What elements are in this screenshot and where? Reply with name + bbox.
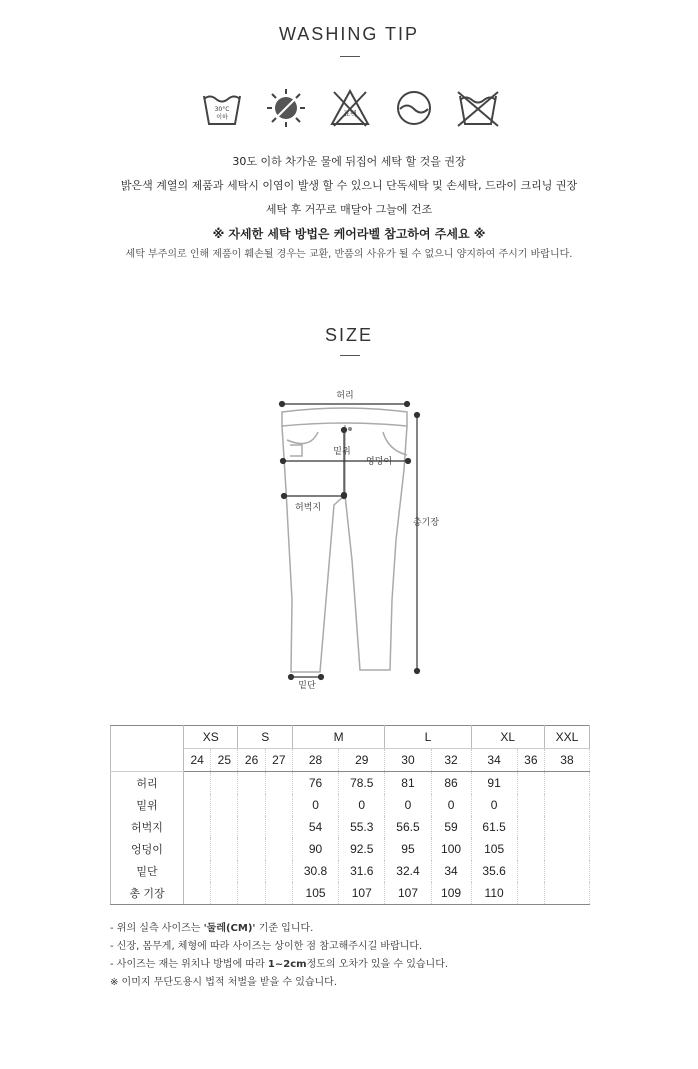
- bleach-label: 표백: [343, 110, 357, 118]
- table-cell: 56.5: [385, 816, 431, 838]
- size-group: S: [238, 726, 292, 749]
- thigh-label: 허벅지: [294, 503, 322, 513]
- table-corner: [111, 726, 184, 772]
- table-cell: 95: [385, 838, 431, 860]
- table-cell: [238, 816, 265, 838]
- note-1-b: '둘레(CM)': [203, 923, 256, 934]
- table-cell: 55.3: [339, 816, 385, 838]
- table-cell: [517, 838, 544, 860]
- table-cell: [265, 860, 292, 882]
- table-cell: [517, 860, 544, 882]
- note-3-c: 정도의 오차가 있을 수 있습니다.: [306, 959, 449, 970]
- table-cell: 109: [431, 882, 471, 905]
- table-cell: [544, 860, 589, 882]
- table-cell: [265, 838, 292, 860]
- table-cell: [184, 882, 211, 905]
- table-cell: [517, 772, 544, 795]
- size-number: 36: [517, 749, 544, 772]
- wash-temp-label: 30°C: [214, 106, 230, 113]
- washing-icons: [200, 86, 500, 130]
- table-cell: [211, 860, 238, 882]
- size-number: 29: [339, 749, 385, 772]
- table-cell: [184, 838, 211, 860]
- table-cell: 105: [471, 838, 517, 860]
- table-cell: 90: [292, 838, 338, 860]
- table-cell: [184, 794, 211, 816]
- size-group: XXL: [544, 726, 589, 749]
- table-cell: [265, 816, 292, 838]
- table-cell: [211, 882, 238, 905]
- table-cell: 100: [431, 838, 471, 860]
- note-1-c: 기준 입니다.: [255, 923, 314, 934]
- table-cell: 0: [292, 794, 338, 816]
- table-cell: [517, 882, 544, 905]
- table-cell: [265, 882, 292, 905]
- size-notes: [110, 920, 448, 992]
- size-divider: [340, 355, 360, 356]
- no-bleach-icon: [264, 86, 308, 130]
- note-1: [110, 920, 448, 938]
- washing-divider: [340, 56, 360, 57]
- table-row: [111, 882, 590, 905]
- wash-temp-sub-label: 이하: [216, 114, 228, 121]
- table-cell: 34: [431, 860, 471, 882]
- size-number: 26: [238, 749, 265, 772]
- table-cell: 30.8: [292, 860, 338, 882]
- table-row: [111, 794, 590, 816]
- size-group: XL: [471, 726, 544, 749]
- size-number: 32: [431, 749, 471, 772]
- table-cell: [544, 772, 589, 795]
- size-number: 34: [471, 749, 517, 772]
- size-group: L: [385, 726, 471, 749]
- note-2: - 신장, 몸무게, 체형에 따라 사이즈는 상이한 점 참고해주시길 바랍니다.: [110, 941, 423, 952]
- table-cell: [238, 838, 265, 860]
- table-row: [111, 838, 590, 860]
- table-cell: [544, 882, 589, 905]
- table-cell: [238, 794, 265, 816]
- hem-label: 밑단: [298, 681, 316, 691]
- row-label: 밑단: [111, 860, 184, 882]
- table-cell: [544, 838, 589, 860]
- pants-diagram: [0, 386, 698, 696]
- table-cell: 61.5: [471, 816, 517, 838]
- size-table: [110, 725, 590, 905]
- table-cell: 91: [471, 772, 517, 795]
- row-label: 밑위: [111, 794, 184, 816]
- table-cell: [184, 816, 211, 838]
- table-cell: 86: [431, 772, 471, 795]
- note-1-a: - 위의 실측 사이즈는: [110, 923, 204, 934]
- size-table-body: [111, 772, 590, 905]
- table-cell: [238, 860, 265, 882]
- note-4: ※ 이미지 무단도용시 법적 처벌을 받을 수 있습니다.: [110, 977, 338, 988]
- size-number: 30: [385, 749, 431, 772]
- dry-clean-icon: [392, 86, 436, 130]
- note-3: [110, 956, 448, 974]
- size-number: 28: [292, 749, 338, 772]
- table-cell: [211, 772, 238, 795]
- table-cell: [211, 794, 238, 816]
- table-cell: 31.6: [339, 860, 385, 882]
- table-cell: [211, 816, 238, 838]
- table-cell: [265, 794, 292, 816]
- table-cell: 107: [339, 882, 385, 905]
- table-cell: 78.5: [339, 772, 385, 795]
- washing-line-1: 30도 이하 차가운 물에 뒤집어 세탁 할 것을 권장: [232, 155, 466, 168]
- table-cell: 0: [385, 794, 431, 816]
- washing-tip-title: WASHING TIP: [278, 24, 419, 44]
- table-cell: 32.4: [385, 860, 431, 882]
- table-row: [111, 772, 590, 795]
- washing-line-3: 세탁 후 거꾸로 매달아 그늘에 건조: [265, 203, 433, 216]
- hip-label: 엉덩이: [365, 457, 393, 467]
- row-label: 총 기장: [111, 882, 184, 905]
- table-cell: 110: [471, 882, 517, 905]
- wash-30-icon: [200, 86, 244, 130]
- table-cell: [184, 860, 211, 882]
- table-cell: 107: [385, 882, 431, 905]
- table-cell: [544, 794, 589, 816]
- damage-notice: 세탁 부주의로 인해 제품이 훼손될 경우는 교환, 반품의 사유가 될 수 없으니 양지하여 주시기 바랍니다.: [125, 249, 573, 260]
- no-iron-icon: [328, 86, 372, 130]
- table-cell: 35.6: [471, 860, 517, 882]
- table-cell: [517, 816, 544, 838]
- table-row: [111, 860, 590, 882]
- rise-label: 밑위: [333, 447, 351, 457]
- length-label: 총기장: [412, 518, 440, 528]
- care-label-notice: ※ 자세한 세탁 방법은 케어라벨 참고하여 주세요 ※: [212, 227, 486, 241]
- washing-line-2: 밝은색 계열의 제품과 세탁시 이염이 발생 할 수 있으니 단독세탁 및 손세탁, 드라이 크리닝 권장: [120, 179, 578, 192]
- table-cell: [544, 816, 589, 838]
- note-3-a: - 사이즈는 재는 위치나 방법에 따라: [110, 959, 268, 970]
- row-label: 허리: [111, 772, 184, 795]
- table-cell: 0: [339, 794, 385, 816]
- table-cell: [238, 882, 265, 905]
- size-group: M: [292, 726, 384, 749]
- size-number: 27: [265, 749, 292, 772]
- note-3-b: 1~2cm: [267, 959, 307, 970]
- size-number: 25: [211, 749, 238, 772]
- size-title: SIZE: [324, 325, 373, 345]
- table-cell: 76: [292, 772, 338, 795]
- size-number: 24: [184, 749, 211, 772]
- table-cell: [238, 772, 265, 795]
- table-cell: 54: [292, 816, 338, 838]
- table-cell: 0: [471, 794, 517, 816]
- size-group: XS: [184, 726, 238, 749]
- table-cell: 81: [385, 772, 431, 795]
- table-cell: 92.5: [339, 838, 385, 860]
- table-row: [111, 816, 590, 838]
- waist-label: 허리: [336, 391, 354, 401]
- table-cell: 105: [292, 882, 338, 905]
- table-cell: [211, 838, 238, 860]
- no-tumble-dry-icon: [456, 86, 500, 130]
- table-cell: 0: [431, 794, 471, 816]
- size-number: 38: [544, 749, 589, 772]
- size-group-row: [111, 726, 590, 749]
- table-cell: [265, 772, 292, 795]
- table-cell: [184, 772, 211, 795]
- row-label: 허벅지: [111, 816, 184, 838]
- table-cell: [517, 794, 544, 816]
- row-label: 엉덩이: [111, 838, 184, 860]
- table-cell: 59: [431, 816, 471, 838]
